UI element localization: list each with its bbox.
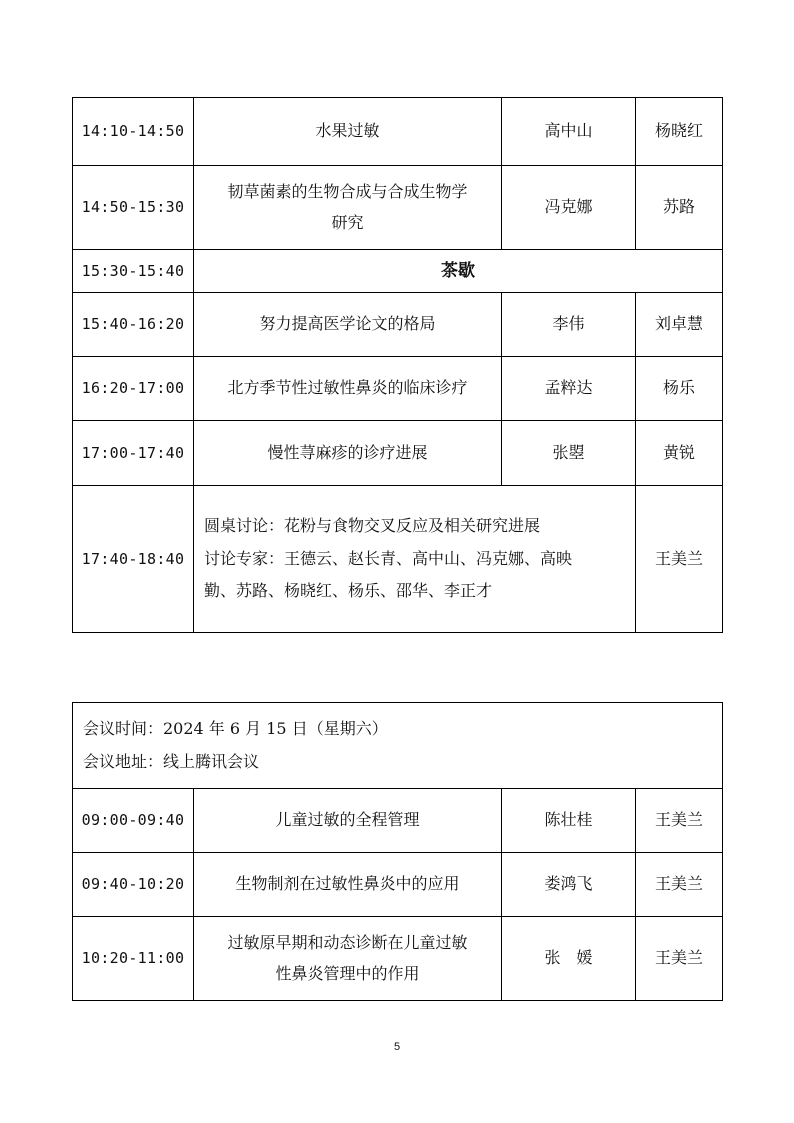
topic-cell: 过敏原早期和动态诊断在儿童过敏 性鼻炎管理中的作用 [194,917,502,1001]
host-cell: 王美兰 [636,917,723,1001]
time-cell: 17:00-17:40 [73,421,194,486]
host-cell: 黄锐 [636,421,723,486]
speaker-cell: 娄鸿飞 [502,853,636,917]
topic-cell: 努力提高医学论文的格局 [194,293,502,357]
table-row [73,357,723,421]
table-row-break [73,250,723,293]
roundtable-experts-cont: 勤、苏路、杨晓红、杨乐、邵华、李正才 [204,581,493,601]
speaker-cell: 张曌 [502,421,636,486]
meeting-info-cell [73,703,723,789]
topic-cell: 水果过敏 [194,98,502,166]
schedule-table-afternoon [72,97,723,633]
host-cell: 王美兰 [636,789,723,853]
host-cell: 王美兰 [636,486,723,633]
roundtable-title: 圆桌讨论：花粉与食物交叉反应及相关研究进展 [204,515,541,535]
tea-break-cell: 茶歇 [194,250,723,293]
table-row-roundtable [73,486,723,633]
topic-cell: 生物制剂在过敏性鼻炎中的应用 [194,853,502,917]
table-row [73,293,723,357]
topic-cell: 慢性荨麻疹的诊疗进展 [194,421,502,486]
speaker-cell: 冯克娜 [502,166,636,250]
time-cell: 14:10-14:50 [73,98,194,166]
time-cell: 09:00-09:40 [73,789,194,853]
table-row [73,789,723,853]
table-row [73,421,723,486]
topic-cell: 韧草菌素的生物合成与合成生物学 研究 [194,166,502,250]
topic-cell: 北方季节性过敏性鼻炎的临床诊疗 [194,357,502,421]
table-row [73,917,723,1001]
meeting-time: 会议时间：2024 年 6 月 15 日（星期六） [83,718,388,738]
time-cell: 10:20-11:00 [73,917,194,1001]
speaker-cell: 陈壮桂 [502,789,636,853]
time-cell: 15:30-15:40 [73,250,194,293]
host-cell: 刘卓慧 [636,293,723,357]
time-cell: 15:40-16:20 [73,293,194,357]
speaker-cell: 孟粹达 [502,357,636,421]
meeting-info-row [73,703,723,789]
table-row [73,98,723,166]
table-row [73,166,723,250]
meeting-location: 会议地址：线上腾讯会议 [83,751,260,771]
time-cell: 14:50-15:30 [73,166,194,250]
time-cell: 09:40-10:20 [73,853,194,917]
topic-cell: 儿童过敏的全程管理 [194,789,502,853]
speaker-cell: 张 媛 [502,917,636,1001]
time-cell: 17:40-18:40 [73,486,194,633]
table-row [73,853,723,917]
host-cell: 杨乐 [636,357,723,421]
schedule-table-june15 [72,702,723,1001]
host-cell: 苏路 [636,166,723,250]
page-number: 5 [393,1041,401,1053]
speaker-cell: 高中山 [502,98,636,166]
host-cell: 王美兰 [636,853,723,917]
speaker-cell: 李伟 [502,293,636,357]
host-cell: 杨晓红 [636,98,723,166]
time-cell: 16:20-17:00 [73,357,194,421]
roundtable-experts: 讨论专家：王德云、赵长青、高中山、冯克娜、高映 [204,548,573,568]
roundtable-cell [194,486,636,633]
